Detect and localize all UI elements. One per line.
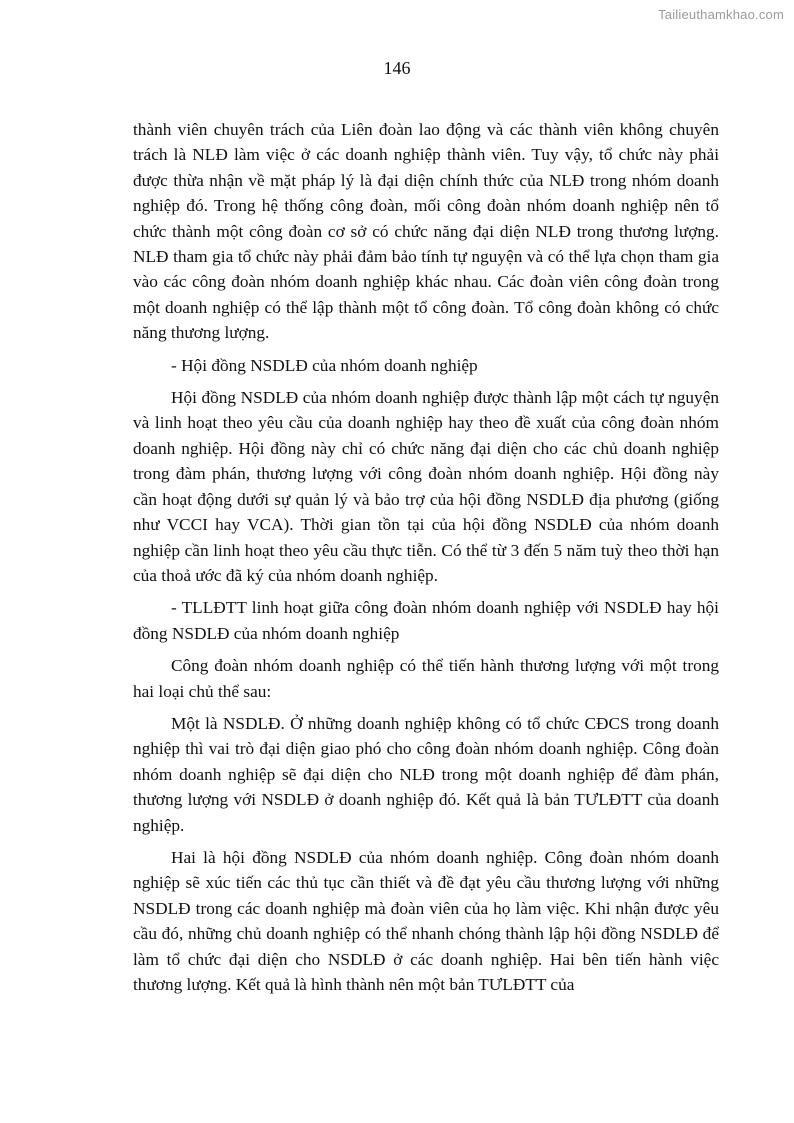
document-body — [133, 117, 719, 1004]
subheading-employer-council: - Hội đồng NSDLĐ của nhóm doanh nghiệp — [171, 355, 478, 375]
paragraph-bargaining-parties: Công đoàn nhóm doanh nghiệp có thể tiến hành thương lượng với một trong hai loại chủ thể sau: — [133, 656, 719, 701]
subheading-flexible-bargaining: - TLLĐTT linh hoạt giữa công đoàn nhóm doanh nghiệp với NSDLĐ hay hội đồng NSDLĐ của nhóm doanh nghiệp — [133, 598, 719, 643]
paragraph-employer-council: Hội đồng NSDLĐ của nhóm doanh nghiệp được thành lập một cách tự nguyện và linh hoạt theo yêu cầu của doanh nghiệp hay theo đề xuất của công đoàn nhóm doanh nghiệp. Hội đồng này chỉ có chức năng đại diện cho các chủ doanh nghiệp trong đàm phán, thương lượng với công đoàn nhóm doanh nghiệp. Hội đồng này cần hoạt động dưới sự quản lý và bảo trợ của hội đồng NSDLĐ địa phương (giống như VCCI hay VCA). Thời gian tồn tại của hội đồng NSDLĐ của nhóm doanh nghiệp cần linh hoạt theo yêu cầu thực tiễn. Có thể từ 3 đến 5 năm tuỳ theo thời hạn của thoả ước đã ký của nhóm doanh nghiệp. — [133, 388, 719, 585]
page-number: 146 — [383, 58, 411, 78]
watermark: Tailieuthamkhao.com — [658, 7, 784, 22]
paragraph-option-one: Một là NSDLĐ. Ở những doanh nghiệp không có tổ chức CĐCS trong doanh nghiệp thì vai trò đại diện giao phó cho công đoàn nhóm doanh nghiệp. Công đoàn nhóm doanh nghiệp sẽ đại diện cho NLĐ trong một doanh nghiệp để đàm phán, thương lượng với NSDLĐ ở doanh nghiệp đó. Kết quả là bản TƯLĐTT của doanh nghiệp. — [133, 713, 719, 835]
paragraph-continued: thành viên chuyên trách của Liên đoàn lao động và các thành viên không chuyên trách là NLĐ làm việc ở các doanh nghiệp thành viên. Tuy vậy, tổ chức này phải được thừa nhận về mặt pháp lý là đại diện chính thức của NLĐ trong nhóm doanh nghiệp đó. Trong hệ thống công đoàn, mối công đoàn nhóm doanh nghiệp nên tổ chức thành một công đoàn cơ sở có chức năng đại diện NLĐ trong thương lượng. NLĐ tham gia tổ chức này phải đảm bảo tính tự nguyện và có thể lựa chọn tham gia vào các công đoàn nhóm doanh nghiệp khác nhau. Các đoàn viên công đoàn trong một doanh nghiệp có thể lập thành một tổ công đoàn. Tổ công đoàn không có chức năng thương lượng. — [133, 120, 719, 343]
paragraph-option-two: Hai là hội đồng NSDLĐ của nhóm doanh nghiệp. Công đoàn nhóm doanh nghiệp sẽ xúc tiến các thủ tục cần thiết và đề đạt yêu cầu thương lượng với những NSDLĐ trong các doanh nghiệp mà đoàn viên của họ làm việc. Khi nhận được yêu cầu đó, những chủ doanh nghiệp có thể nhanh chóng thành lập hội đồng NSDLĐ để làm tổ chức đại diện cho NSDLĐ ở các doanh nghiệp. Hai bên tiến hành việc thương lượng. Kết quả là hình thành nên một bản TƯLĐTT của — [133, 847, 719, 994]
